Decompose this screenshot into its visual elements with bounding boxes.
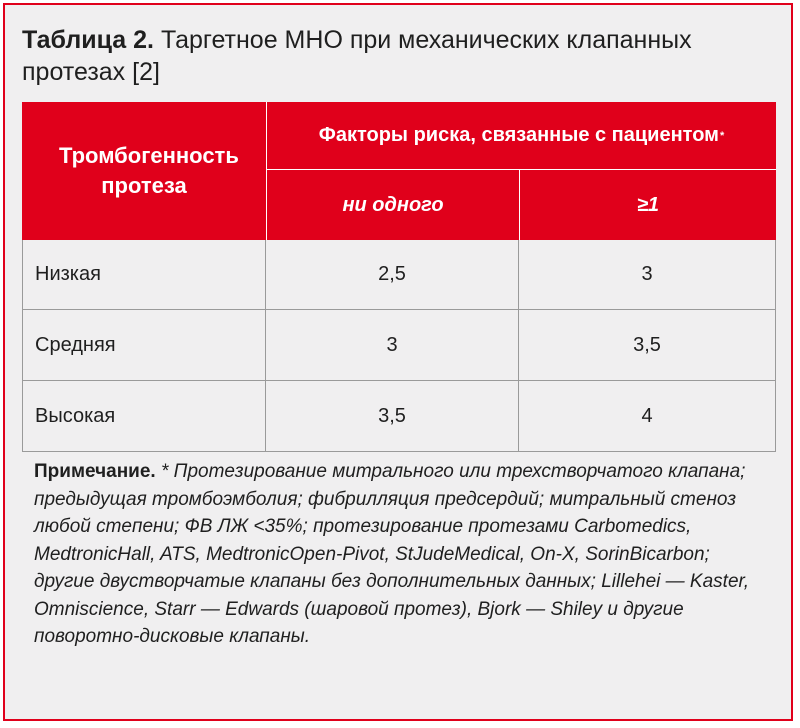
row-label: Низкая — [22, 240, 266, 310]
note-text: Протезирование митрального или трехстворчатого клапана; предыдущая тромбоэмболия; фибрилляция предсердий; митральный стеноз любой степени; ФВ ЛЖ <35%; протезирование протезами Carbomedics, MedtronicHall, ATS, MedtronicOpen-Pivot, StJudeMedical, On-X, SorinBicarbon; другие двустворчатые клапаны без дополнительных данных; Lillehei — Kaster, Omniscience, Starr — Edwards (шаровой протез), Bjork — Shiley и другие поворотно-дисковые клапаны. — [34, 461, 750, 647]
footnote-mark: * — [719, 129, 725, 142]
subheader-one-or-more: ≥1 — [519, 170, 776, 240]
note-label: Примечание. — [34, 461, 156, 482]
row-value-none: 3,5 — [266, 381, 519, 452]
table-title — [22, 24, 782, 88]
table-caption: Таргетное МНО при механических клапанных протезах [2] — [22, 26, 692, 86]
row-value-none: 2,5 — [266, 240, 519, 310]
row-value-one-or-more: 3 — [519, 240, 776, 310]
table-note — [34, 458, 754, 651]
inr-table — [22, 102, 776, 452]
header-thrombogenicity-label: Тромбогенность протеза — [59, 143, 239, 198]
row-value-none: 3 — [266, 310, 519, 381]
row-value-one-or-more: 4 — [519, 381, 776, 452]
row-label: Средняя — [22, 310, 266, 381]
row-label: Высокая — [22, 381, 266, 452]
header-risk-factors-label: Факторы риска, связанные с пациентом — [318, 124, 719, 146]
table-number: Таблица 2. — [22, 26, 154, 54]
header-risk-factors — [266, 102, 776, 170]
subheader-none: ни одного — [266, 170, 519, 240]
row-value-one-or-more: 3,5 — [519, 310, 776, 381]
note-mark: * — [160, 461, 169, 482]
header-thrombogenicity — [22, 102, 266, 240]
